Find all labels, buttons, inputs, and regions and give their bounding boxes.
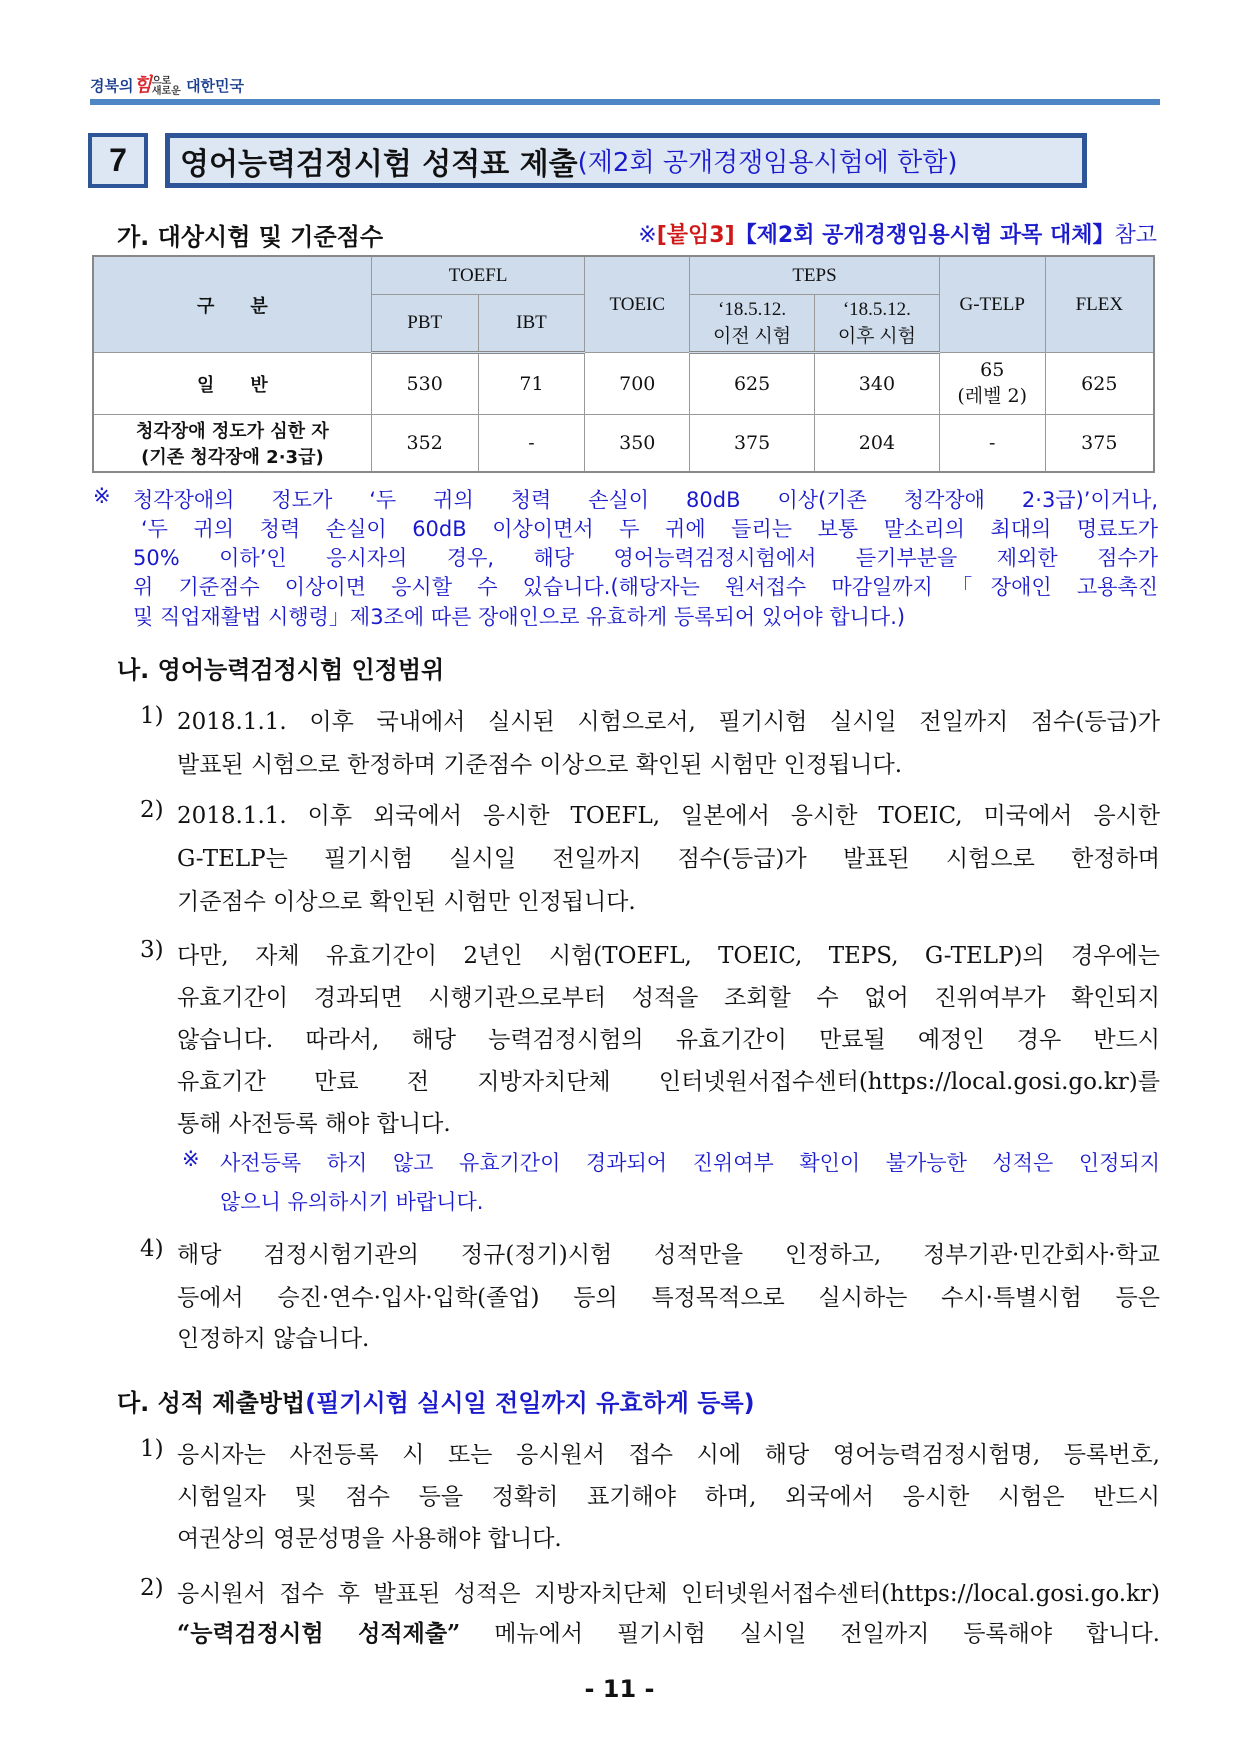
- item-line: 등에서 승진·연수·입사·입학(졸업) 등의 특정목적으로 실시하는 수시·특별시험 등은: [177, 1285, 1160, 1311]
- section-number-box: [88, 133, 148, 188]
- section-title-box: [165, 133, 1087, 188]
- logo-text: 대한민국: [186, 77, 245, 95]
- table-cell: 700: [585, 353, 690, 415]
- item-line: 2018.1.1. 이후 외국에서 응시한 TOEFL, 일본에서 응시한 TOEIC, 미국에서 응시한: [177, 803, 1160, 829]
- item-line: 기준점수 이상으로 확인된 시험만 인정됩니다.: [177, 889, 636, 915]
- header-toefl: TOEFL: [371, 256, 585, 295]
- note-mark: ※: [93, 484, 111, 508]
- page-number: - 11 -: [584, 1675, 655, 1703]
- table-cell: 530: [371, 353, 478, 415]
- item-line: 유효기간 만료 전 지방자치단체 인터넷원서접수센터(https://local.gosi.go.kr)를: [177, 1069, 1160, 1095]
- item-number: 4): [140, 1236, 164, 1262]
- item-line: 않습니다. 따라서, 해당 능력검정시험의 유효기간이 만료될 예정인 경우 반드시: [177, 1027, 1160, 1053]
- item-line: 응시원서 접수 후 발표된 성적은 지방자치단체 인터넷원서접수센터(https://local.gosi.go.kr): [177, 1581, 1160, 1607]
- section-title-sub: (제2회 공개경쟁임용시험에 한함): [577, 148, 958, 178]
- header-category: 구 분: [93, 256, 371, 353]
- table-row: [93, 353, 1154, 415]
- note-line: 및 직업재활법 시행령」제3조에 따른 장애인으로 유효하게 등록되어 있어야 합니다.): [133, 605, 906, 629]
- logo-text: 경북의: [90, 77, 134, 95]
- note-line: 청각장애의 정도가 ‘두 귀의 청력 손실이 80dB 이상(기존 청각장애 2·3급)’이거나,: [133, 488, 1158, 512]
- score-table: [92, 255, 1155, 473]
- item-line: G-TELP는 필기시험 실시일 전일까지 점수(등급)가 발표된 시험으로 한정하며: [177, 846, 1160, 872]
- heading-ga: 가. 대상시험 및 기준점수: [117, 223, 384, 251]
- row-label: 일 반: [93, 353, 371, 415]
- item-line: 여권상의 영문성명을 사용해야 합니다.: [177, 1526, 562, 1552]
- header-pbt: PBT: [371, 295, 478, 353]
- heading-na: 나. 영어능력검정시험 인정범위: [117, 656, 445, 684]
- item-line: 통해 사전등록 해야 합니다.: [177, 1111, 451, 1137]
- item-number: 2): [140, 1575, 164, 1601]
- table-cell: 375: [690, 415, 815, 473]
- table-cell: 71: [478, 353, 585, 415]
- header-teps-after: ‘18.5.12. 이후 시험: [815, 295, 940, 353]
- table-row: [93, 415, 1154, 473]
- header-flex: FLEX: [1045, 256, 1154, 353]
- header-divider: [90, 99, 1160, 105]
- reference-note: ※[붙임3]【제2회 공개경쟁임용시험 과목 대체】참고: [638, 223, 1157, 248]
- item-line: 2018.1.1. 이후 국내에서 실시된 시험으로서, 필기시험 실시일 전일까지 점수(등급)가: [177, 709, 1160, 735]
- heading-da: 다. 성적 제출방법(필기시험 실시일 전일까지 유효하게 등록): [117, 1389, 755, 1417]
- table-cell: 352: [371, 415, 478, 473]
- table-cell: 350: [585, 415, 690, 473]
- item-number: 3): [140, 937, 164, 963]
- table-cell: 625: [690, 353, 815, 415]
- row-label: 청각장애 정도가 심한 자 (기존 청각장애 2·3급): [93, 415, 371, 473]
- section-title: 영어능력검정시험 성적표 제출: [180, 146, 578, 182]
- table-cell: 65 (레벨 2): [939, 353, 1045, 415]
- header-gtelp: G-TELP: [939, 256, 1045, 353]
- table-cell: -: [939, 415, 1045, 473]
- item-number: 1): [140, 1436, 164, 1462]
- table-cell: 625: [1045, 353, 1154, 415]
- item-number: 2): [140, 797, 164, 823]
- item-line: 응시자는 사전등록 시 또는 응시원서 접수 시에 해당 영어능력검정시험명, 등록번호,: [177, 1442, 1160, 1468]
- item-line: 해당 검정시험기관의 정규(정기)시험 성적만을 인정하고, 정부기관·민간회사·학교: [177, 1242, 1160, 1268]
- table-cell: 375: [1045, 415, 1154, 473]
- header-toeic: TOEIC: [585, 256, 690, 353]
- item-line: 인정하지 않습니다.: [177, 1326, 370, 1352]
- item-line: 발표된 시험으로 한정하며 기준점수 이상으로 확인된 시험만 인정됩니다.: [177, 752, 903, 778]
- note-line: 위 기준점수 이상이면 응시할 수 있습니다.(해당자는 원서접수 마감일까지「장애인 고용촉진: [133, 575, 1158, 599]
- subnote-line: 사전등록 하지 않고 유효기간이 경과되어 진위여부 확인이 불가능한 성적은 인정되지: [220, 1151, 1160, 1175]
- item-line: 유효기간이 경과되면 시행기관으로부터 성적을 조회할 수 없어 진위여부가 확인되지: [177, 985, 1160, 1011]
- note-line: ‘두 귀의 청력 손실이 60dB 이상이면서 두 귀에 들리는 보통 말소리의 최대의 명료도가: [141, 517, 1158, 541]
- item-number: 1): [140, 703, 164, 729]
- item-line: 다만, 자체 유효기간이 2년인 시험(TOEFL, TOEIC, TEPS, G-TELP)의 경우에는: [177, 943, 1160, 969]
- table-cell: 204: [815, 415, 940, 473]
- subnote-mark: ※: [182, 1147, 200, 1171]
- logo-text: 힘: [133, 74, 152, 96]
- subnote-line: 않으니 유의하시기 바랍니다.: [220, 1190, 484, 1214]
- section-number: 7: [92, 137, 144, 184]
- header-ibt: IBT: [478, 295, 585, 353]
- logo: [90, 70, 244, 97]
- table-cell: 340: [815, 353, 940, 415]
- logo-text: 으로 새로운: [151, 75, 181, 97]
- header-teps: TEPS: [690, 256, 940, 295]
- header-teps-before: ‘18.5.12. 이전 시험: [690, 295, 815, 353]
- note-line: 50% 이하’인 응시자의 경우, 해당 영어능력검정시험에서 듣기부분을 제외한 점수가: [133, 546, 1158, 570]
- item-line: “능력검정시험 성적제출” 메뉴에서 필기시험 실시일 전일까지 등록해야 합니다.: [177, 1620, 1160, 1647]
- item-line: 시험일자 및 점수 등을 정확히 표기해야 하며, 외국에서 응시한 시험은 반드시: [177, 1484, 1160, 1510]
- table-cell: -: [478, 415, 585, 473]
